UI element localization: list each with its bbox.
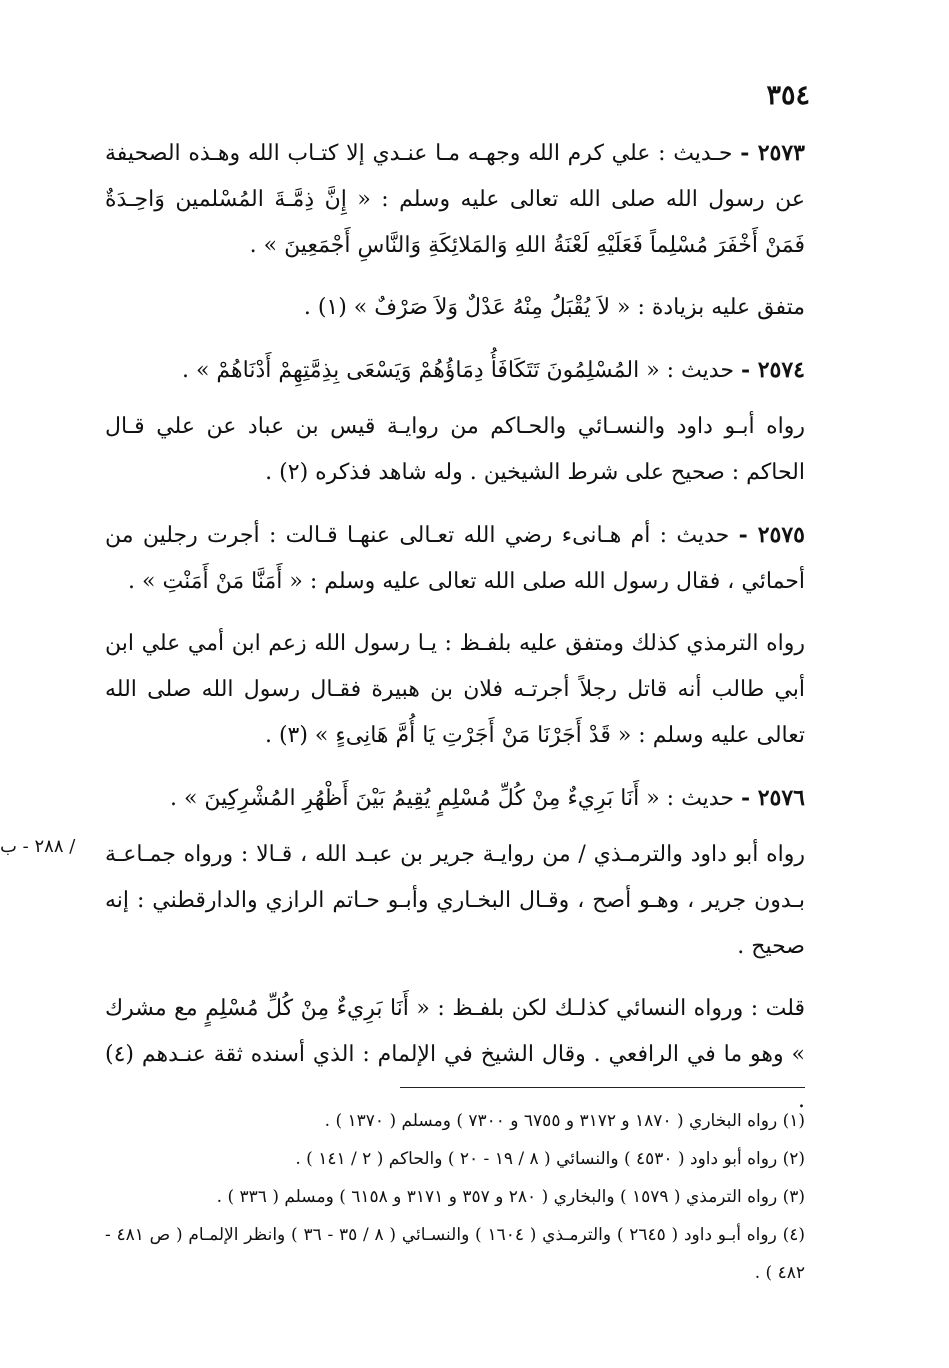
hadith-2573: [105, 130, 805, 269]
main-text: [105, 130, 805, 1140]
hadith-2575: [105, 512, 805, 605]
hadith-2576: [105, 775, 805, 822]
paragraph-text: حديث : أم هـانىء رضي الله تعـالى عنهـا قـالت : أجرت رجلين من أحمائي ، فقال رسول الله صلى الله تعالى عليه وسلم : « أَمَنَّا مَنْ أَمَنْتِ » .: [105, 523, 805, 594]
commentary-2574: [105, 404, 805, 496]
hadith-number: ٢٥٧٥ -: [738, 522, 805, 548]
paragraph-text: حديث : « المُسْلِمُونَ تَتَكَافَأُ دِمَاؤُهُمْ وَيَسْعَى بِذِمَّتِهِمْ أَدْنَاهُمْ » .: [181, 358, 741, 383]
commentary-2575: [105, 621, 805, 759]
paragraph-text: حـديث : علي كرم الله وجهـه مـا عنـدي إلا كتـاب الله وهـذه الصحيفة عن رسول الله صلى الله تعالى عليه وسلم : « إِنَّ ذِمَّـةَ المُسْلمين وَاحِـدَةٌ فَمَنْ أَخْفَرَ مُسْلِماً فَعَلَيْهِ لَعْنَةُ اللهِ وَالمَلائِكَةِ وَالنَّاسِ أَجْمَعِينَ » .: [105, 141, 805, 258]
paragraph-text: حديث : « أَنَا بَرِيءٌ مِنْ كُلِّ مُسْلِمٍ يُقِيمُ بَيْنَ أَظْهُرِ المُشْرِكِينَ » .: [169, 786, 741, 811]
footnote-2: (٢) رواه أبو داود ( ٤٥٣٠ ) والنسائي ( ٨ / ١٩ - ٢٠ ) والحاكم ( ٢ / ١٤١ ) .: [295, 1149, 805, 1169]
hadith-number: ٢٥٧٤ -: [740, 357, 805, 383]
footnotes: [105, 1102, 805, 1292]
hadith-2574: [105, 347, 805, 394]
paragraph-text: رواه أبو داود والترمـذي / من روايـة جرير بن عبـد الله ، قـالا : ورواه جمـاعـة بـدون جرير ، وهـو أصح ، وقـال البخـاري وأبـو حـاتم الرازي والدارقطني : إنه صحيح .: [105, 842, 805, 959]
hadith-number: ٢٥٧٣ -: [740, 140, 805, 166]
commentary-2576: [105, 832, 805, 970]
paragraph-text: رواه أبـو داود والنسـائي والحـاكم من روايـة قيس بن عباد عن علي قـال الحاكم : صحيح على شرط الشيخين . وله شاهد فذكره (٢) .: [105, 414, 805, 485]
footnote-1: (١) رواه البخاري ( ١٨٧٠ و ٣١٧٢ و ٦٧٥٥ و ٧٣٠٠ ) ومسلم ( ١٣٧٠ ) .: [324, 1111, 805, 1131]
margin-note: / ٢٨٨ - ب: [0, 836, 76, 857]
paragraph-text: قلت : ورواه النسائي كذلـك لكن بلفـظ : « أَنَا بَرِيءٌ مِنْ كُلِّ مُسْلِمٍ مع مشرك » وهو ما في الرافعي . وقال الشيخ في الإلمام : الذي أسنده ثقة عنـدهم (٤) .: [105, 996, 805, 1113]
commentary-2573: [105, 285, 805, 331]
footnote-3: (٣) رواه الترمذي ( ١٥٧٩ ) والبخاري ( ٢٨٠ و ٣٥٧ و ٣١٧١ و ٦١٥٨ ) ومسلم ( ٣٣٦ ) .: [216, 1187, 805, 1207]
footnote-divider: [400, 1087, 805, 1088]
paragraph-text: رواه الترمذي كذلك ومتفق عليه بلفـظ : يـا رسول الله زعم ابن أمي علي ابن أبي طالب أنه قاتل رجلاً أجرتـه فلان بن هبيرة فقـال رسول الله صلى الله تعالى عليه وسلم : « قَدْ أَجَرْنَا مَنْ أَجَرْتِ يَا أُمَّ هَانِىءٍ » (٣) .: [105, 631, 805, 748]
paragraph-text: متفق عليه بزيادة : « لاَ يُقْبَلُ مِنْهُ عَدْلٌ وَلاَ صَرْفٌ » (١) .: [303, 295, 805, 320]
hadith-number: ٢٥٧٦ -: [740, 785, 805, 811]
page-number: ٣٥٤: [766, 80, 810, 111]
footnote-4: (٤) رواه أبـو داود ( ٢٦٤٥ ) والترمـذي ( ١٦٠٤ ) والنسـائي ( ٨ / ٣٥ - ٣٦ ) وانظر الإلمـام ( ص ٤٨١ - ٤٨٢ ) .: [105, 1225, 805, 1283]
